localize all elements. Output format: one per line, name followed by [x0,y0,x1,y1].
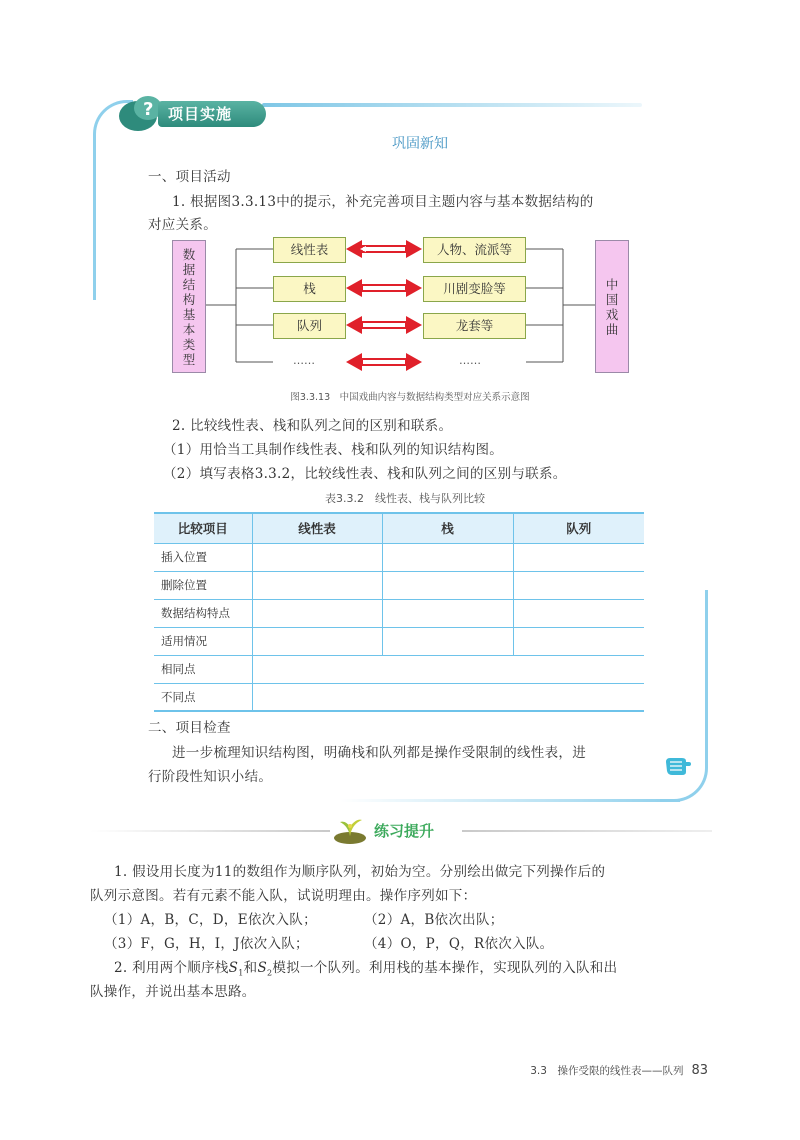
vertical-char: 构 [182,291,196,307]
right-item-more: …… [459,354,481,367]
table-cell[interactable] [252,543,382,571]
op1: （1）A，B，C，D，E依次入队； [104,912,317,928]
comparison-table [154,512,644,712]
section-banner: 项目实施 [158,101,266,127]
table-row [154,627,644,655]
activity-item1-line1: 1. 根据图3.3.13中的提示，补充完善项目主题内容与基本数据结构的 [172,194,594,210]
op2: （2）A，B依次出队； [364,912,504,928]
check-line1: 进一步梳理知识结构图，明确栈和队列都是操作受限制的线性表，进 [172,745,586,761]
compare-sub2: （2）填写表格3.3.2，比较线性表、栈和队列之间的区别与联系。 [163,466,567,482]
table-cell[interactable] [513,627,644,655]
right-item-extras: 龙套等 [423,313,526,339]
right-item-face-changing: 川剧变脸等 [423,276,526,302]
table-cell[interactable] [513,599,644,627]
chinese-opera-box [595,240,629,373]
table-row [154,571,644,599]
table-cell[interactable] [252,599,382,627]
table-cell[interactable] [513,543,644,571]
practice-line-left [90,830,330,832]
s1-subscript: 1 [238,968,244,978]
compare-sub1: （1）用恰当工具制作线性表、栈和队列的知识结构图。 [163,442,504,458]
table-row [154,599,644,627]
s1-symbol: S [228,960,239,976]
vertical-char: 据 [182,261,196,277]
table-cell[interactable] [382,571,513,599]
left-item-linear-list: 线性表 [273,237,346,263]
check-heading: 二、项目检查 [148,720,231,736]
table-header: 线性表 [252,513,382,543]
page-footer [530,1063,708,1078]
vertical-char: 基 [182,306,196,322]
right-item-characters: 人物、流派等 [423,237,526,263]
left-item-queue: 队列 [273,313,346,339]
activity-heading: 一、项目活动 [148,169,231,185]
table-header: 栈 [382,513,513,543]
vertical-char: 国 [605,291,619,307]
table-caption: 表3.3.2 线性表、栈与队列比较 [325,492,485,505]
q1-line1: 1. 假设用长度为11的数组作为顺序队列，初始为空。分别绘出做完下列操作后的 [114,864,606,880]
vertical-char: 中 [605,276,619,292]
op4: （4）O，P，Q，R依次入队。 [364,936,554,952]
practice-title: 练习提升 [374,822,435,840]
footer-section: 3.3 操作受限的线性表——队列 [530,1065,684,1077]
q2-prefix: 2. 利用两个顺序栈 [114,960,229,976]
activity-item1-line2: 对应关系。 [148,217,217,233]
table-cell[interactable] [513,571,644,599]
op3: （3）F，G，H，I，J依次入队； [104,936,309,952]
data-structure-types-box [172,240,206,373]
check-line2: 行阶段性知识小结。 [148,769,273,785]
vertical-char: 本 [182,321,196,337]
double-arrow-icon [346,279,422,297]
table-header-row [154,513,644,543]
double-arrow-icon [346,353,422,371]
vertical-char: 结 [182,276,196,292]
row-label: 不同点 [154,683,252,711]
row-label: 数据结构特点 [154,599,252,627]
table-row [154,683,644,711]
table-cell[interactable] [252,627,382,655]
figure-caption: 图3.3.13 中国戏曲内容与数据结构类型对应关系示意图 [290,392,530,403]
section-title: 巩固新知 [392,136,448,152]
left-item-more: …… [293,354,315,367]
page-number: 83 [691,1063,708,1078]
double-arrow-icon [346,316,422,334]
sprout-icon [330,812,370,846]
s2-subscript: 2 [267,968,273,978]
double-arrow-icon [346,240,422,258]
vertical-char: 型 [182,351,196,367]
row-label: 删除位置 [154,571,252,599]
q1-line2: 队列示意图。若有元素不能入队，试说明理由。操作序列如下： [90,888,477,904]
table-header: 比较项目 [154,513,252,543]
table-cell[interactable] [252,655,644,683]
s2-symbol: S [257,960,267,976]
frame-bottom-line [340,799,680,802]
q2-and: 和 [243,960,258,976]
vertical-char: 戏 [605,306,619,322]
row-label: 相同点 [154,655,252,683]
q2-line1 [114,956,617,978]
banner-line [262,103,642,107]
vertical-char: 曲 [605,321,619,337]
svg-text:?: ? [143,99,154,120]
practice-line-right [462,830,712,832]
q2-line2: 队操作，并说出基本思路。 [90,984,256,1000]
row-label: 插入位置 [154,543,252,571]
table-cell[interactable] [252,683,644,711]
row-label: 适用情况 [154,627,252,655]
table-cell[interactable] [382,599,513,627]
table-header: 队列 [513,513,644,543]
compare-item2: 2. 比较线性表、栈和队列之间的区别和联系。 [172,418,453,434]
table-cell[interactable] [382,543,513,571]
pointing-hand-icon [664,754,692,778]
vertical-char: 类 [182,336,196,352]
table-cell[interactable] [382,627,513,655]
table-row [154,543,644,571]
table-cell[interactable] [252,571,382,599]
left-item-stack: 栈 [273,276,346,302]
vertical-char: 数 [182,246,196,262]
table-row [154,655,644,683]
q2-rest: 模拟一个队列。利用栈的基本操作，实现队列的入队和出 [272,960,618,976]
